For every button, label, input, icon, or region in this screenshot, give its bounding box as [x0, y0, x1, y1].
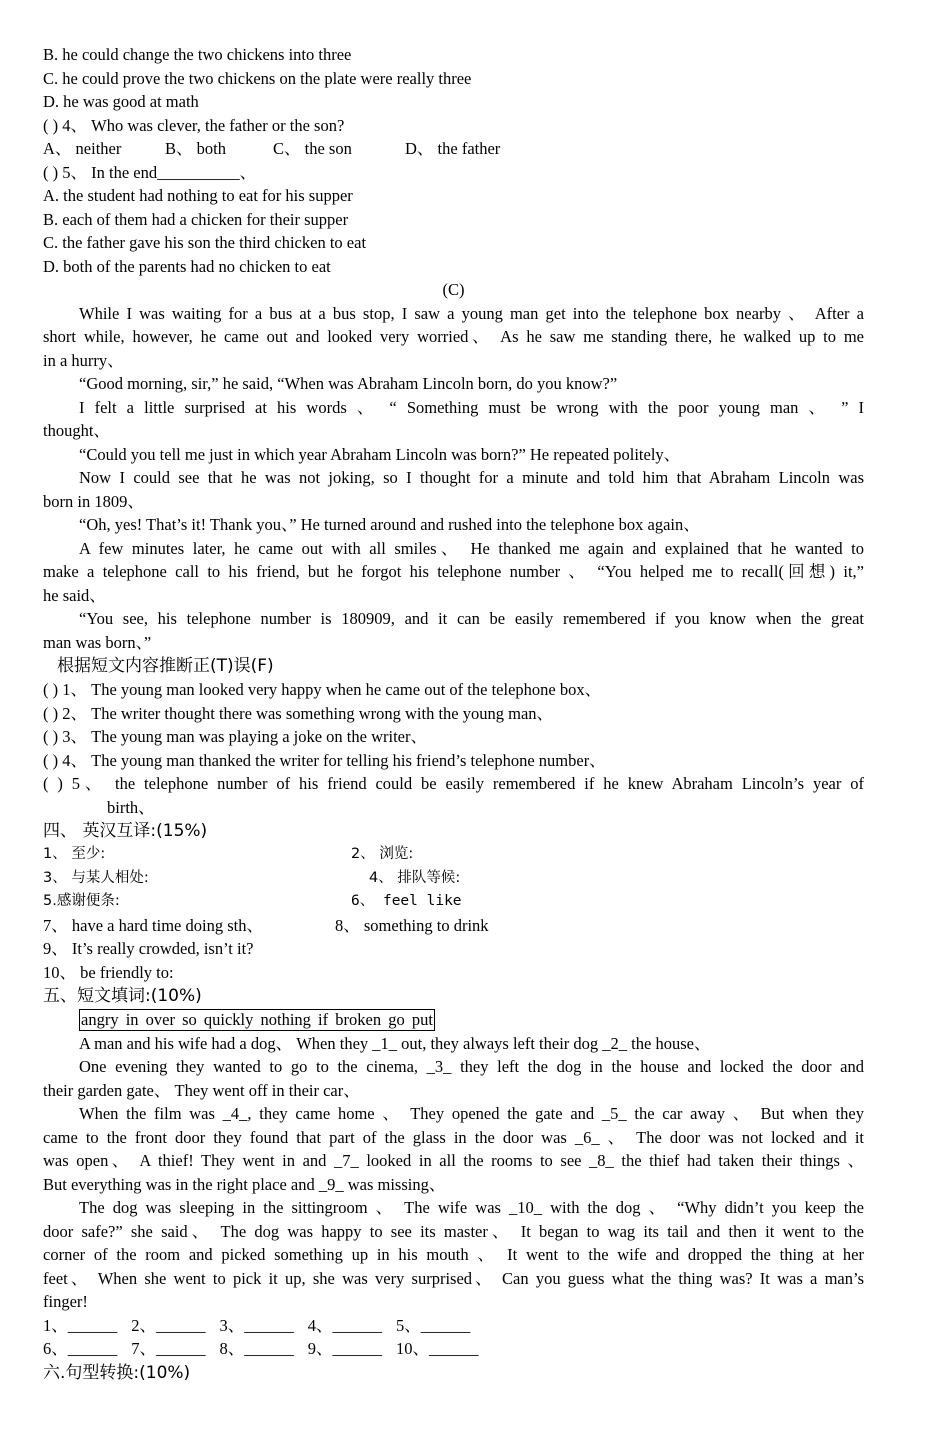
passage-c-p1-line2: short while, however, he came out and looked very worried、 As he saw me standing there, he walked up to me — [43, 327, 864, 346]
cloze-p4-line5: finger! — [43, 1292, 88, 1311]
translation-item-7: 7、 have a hard time doing sth、 — [43, 915, 263, 935]
answer-blank-3[interactable]: 3、______ — [219, 1315, 294, 1335]
translation-row-1 — [43, 843, 864, 867]
answer-blank-1[interactable]: 1、______ — [43, 1315, 118, 1335]
q3-option-c: C. he could prove the two chickens on the plate were really three — [43, 68, 472, 88]
cloze-p2-line1: One evening they wanted to go to the cinema, _3_ they left the dog in the house and locked the door and — [79, 1057, 864, 1076]
passage-c-p7-line1: A few minutes later, he came out with all smiles、 He thanked me again and explained that he wanted to — [79, 538, 864, 558]
cloze-p4-line4: feet、 When she went to pick it up, she was very surprised、 Can you guess what the thing was? It was a man’s — [43, 1268, 864, 1288]
passage-c-p8-line1: “You see, his telephone number is 180909, and it can be easily remembered if you know when the great — [79, 609, 864, 628]
answer-blanks-row-1 — [43, 1314, 864, 1338]
tf-question-3: ( ) 3、 The young man was playing a joke on the writer、 — [43, 727, 427, 746]
translation-item-4: 4、 排队等候: — [369, 869, 461, 886]
passage-c-p3-line1: I felt a little surprised at his words 、 “ Something must be wrong with the poor young man 、 ” I — [79, 397, 864, 417]
answer-blank-6[interactable]: 6、______ — [43, 1339, 118, 1358]
passage-c-p4: “Could you tell me just in which year Abraham Lincoln was born?” He repeated politely、 — [79, 444, 681, 464]
translation-row-2 — [43, 867, 864, 891]
passage-c-p3-line2: thought、 — [43, 421, 110, 440]
translation-item-5: 5.感谢便条: — [43, 893, 120, 909]
passage-c-p8-line2: man was born、” — [43, 632, 152, 652]
cloze-p3-line3: was open、 A thief! They went in and _7_ looked in all the rooms to see _8_ the thief had taken their things 、 — [43, 1151, 864, 1170]
q4-options — [43, 137, 864, 161]
answer-blank-10[interactable]: 10、______ — [396, 1339, 479, 1358]
passage-c-p1-line3: in a hurry、 — [43, 350, 124, 370]
translation-item-10: 10、 be friendly to: — [43, 962, 174, 982]
section6-title: 六.句型转换:(10%) — [43, 1362, 191, 1383]
cloze-p3-line2: came to the front door they found that part of the glass in the door was _6_ 、 The door was not locked and it — [43, 1127, 864, 1147]
section4-title: 四、 英汉互译:(15%) — [43, 821, 208, 841]
q5-option-d: D. both of the parents had no chicken to eat — [43, 256, 331, 276]
translation-item-2: 2、 浏览: — [351, 846, 414, 862]
translation-item-3: 3、 与某人相处: — [43, 869, 149, 886]
answer-blank-9[interactable]: 9、______ — [307, 1339, 382, 1358]
word-box: angry in over so quickly nothing if broken go put — [81, 1010, 433, 1029]
cloze-p3-line1: When the film was _4_, they came home 、 They opened the gate and _5_ the car away 、 But when they — [79, 1104, 864, 1123]
q3-option-d: D. he was good at math — [43, 92, 199, 111]
cloze-p4-line2: door safe?” she said、 The dog was happy to see its master、 It began to wag its tail and then it went to the — [43, 1221, 864, 1241]
passage-c-p7-line3: he said、 — [43, 585, 106, 605]
q4-option-b: B、 both — [165, 139, 226, 158]
tf-question-5-line2: birth、 — [107, 797, 155, 817]
passage-c-p2: “Good morning, sir,” he said, “When was Abraham Lincoln born, do you know?” — [79, 374, 618, 393]
tf-question-2: ( ) 2、 The writer thought there was something wrong with the young man、 — [43, 703, 554, 723]
q3-option-b: B. he could change the two chickens into three — [43, 45, 352, 64]
answer-blank-5[interactable]: 5、______ — [396, 1315, 471, 1335]
word-box-row — [43, 1008, 864, 1032]
translation-row-4 — [43, 914, 864, 938]
q5-option-b: B. each of them had a chicken for their supper — [43, 209, 349, 229]
answer-blank-4[interactable]: 4、______ — [307, 1315, 382, 1335]
translation-item-1: 1、 至少: — [43, 846, 106, 862]
q5-option-a: A. the student had nothing to eat for his supper — [43, 186, 353, 205]
tf-question-4: ( ) 4、 The young man thanked the writer for telling his friend’s telephone number、 — [43, 750, 606, 770]
passage-c-p7-line2: make a telephone call to his friend, but he forgot his telephone number 、 “You helped me to recall(回想) it,” — [43, 562, 864, 581]
translation-item-9: 9、 It’s really crowded, isn’t it? — [43, 939, 254, 958]
translation-item-6: 6、 feel like — [351, 893, 462, 909]
answer-blank-2[interactable]: 2、______ — [131, 1315, 206, 1335]
passage-c-p6: “Oh, yes! That’s it! Thank you、” He turned around and rushed into the telephone box again、 — [79, 515, 700, 534]
cloze-p4-line1: The dog was sleeping in the sittingroom 、 The wife was _10_ with the dog 、 “Why didn’t you keep the — [79, 1198, 864, 1217]
exam-page — [43, 43, 864, 1385]
tf-instruction: 根据短文内容推断正(T)误(F) — [57, 656, 274, 676]
q4-option-c: C、 the son — [273, 139, 352, 158]
section5-title: 五、短文填词:(10%) — [43, 986, 202, 1006]
passage-c-p1-line1: While I was waiting for a bus at a bus stop, I saw a young man get into the telephone box nearby 、 After a — [79, 303, 864, 323]
passage-c-p5-line1: Now I could see that he was not joking, so I thought for a minute and told him that Abraham Lincoln was — [79, 468, 864, 487]
translation-row-3 — [43, 890, 864, 914]
passage-c-p5-line2: born in 1809、 — [43, 491, 144, 511]
translation-item-8: 8、 something to drink — [335, 915, 489, 935]
passage-c-label: (C) — [442, 280, 465, 299]
cloze-p2-line2: their garden gate、 They went off in their car、 — [43, 1080, 360, 1100]
cloze-p4-line3: corner of the room and picked something up in his mouth 、 It went to the wife and dropped the thing at her — [43, 1245, 864, 1264]
answer-blanks-row-2 — [43, 1337, 864, 1361]
q4-stem: ( ) 4、 Who was clever, the father or the son? — [43, 115, 345, 135]
q5-stem: ( ) 5、 In the end__________、 — [43, 162, 257, 182]
cloze-p1: A man and his wife had a dog、 When they _1_ out, they always left their dog _2_ the house、 — [79, 1033, 711, 1053]
cloze-p3-line4: But everything was in the right place and _9_ was missing、 — [43, 1174, 446, 1194]
q5-option-c: C. the father gave his son the third chicken to eat — [43, 233, 367, 252]
answer-blank-7[interactable]: 7、______ — [131, 1339, 206, 1358]
q4-option-d: D、 the father — [405, 139, 501, 158]
q4-option-a: A、 neither — [43, 139, 122, 158]
tf-question-1: ( ) 1、 The young man looked very happy when he came out of the telephone box、 — [43, 680, 602, 699]
tf-question-5-line1: ( ) 5、 the telephone number of his friend could be easily remembered if he knew Abraham Lincoln’s year of — [43, 774, 864, 793]
answer-blank-8[interactable]: 8、______ — [219, 1339, 294, 1358]
